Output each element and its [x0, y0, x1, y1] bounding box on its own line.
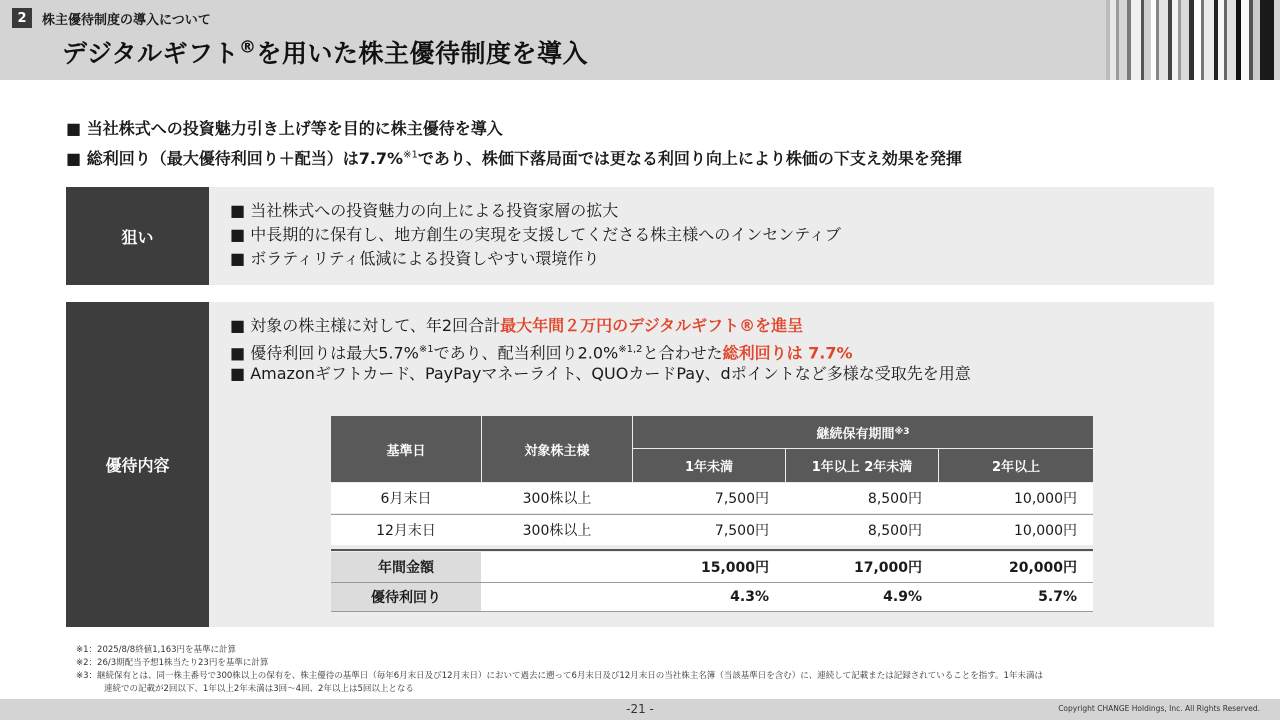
- footnote-3-cont: 連続での記載が2回以下、1年以上2年未満は3回～4回、2年以上は5回以上となる: [104, 684, 414, 694]
- benefit-item-3: ■ Amazonギフトカード、PayPayマネーライト、QUOカードPay、dポイントなど多様な受取先を用意: [230, 364, 971, 383]
- yield-value: 4.9%: [883, 589, 922, 605]
- row-value: 10,000円: [1014, 491, 1077, 507]
- benefit-item-2: ■ 優待利回りは最大5.7%$^{※1}$であり、配当利回り2.0%$^{※1,2}$と合わせた総利回りは 7.7%: [230, 343, 853, 363]
- row-target: 300株以上: [522, 491, 592, 507]
- row-value: 7,500円: [714, 491, 769, 507]
- benefit-items: [230, 314, 971, 386]
- th-period-col-3: 2年以上: [939, 449, 1093, 482]
- title-main: デジタルギフト: [62, 39, 240, 68]
- aim-item: ■ ボラティリティ低減による投資しやすい環境作り: [230, 249, 600, 268]
- aim-item: ■ 当社株式への投資魅力の向上による投資家層の拡大: [230, 201, 619, 220]
- annual-label: 年間金額: [378, 560, 434, 576]
- row-value: 8,500円: [867, 523, 922, 539]
- yield-value: 4.3%: [730, 589, 769, 605]
- footnote-2: ※2：26/3期配当予想1株当たり23円を基準に計算: [76, 658, 269, 668]
- row-target: 300株以上: [522, 523, 592, 539]
- benefit-label: 優待内容: [66, 302, 209, 627]
- row-date: 12月末日: [376, 523, 436, 539]
- section-label: 株主優待制度の導入について: [42, 13, 211, 28]
- footnote-1: ※1：2025/8/8終値1,163円を基準に計算: [76, 645, 237, 655]
- th-period: 継続保有期間 ※3: [633, 416, 1093, 448]
- footnote-3: ※3：継続保有とは、同一株主番号で300株以上の保有を、株主優待の基準日（毎年6月末日及び12月末日）において過去に遡って6月末日及び12月末日の当社株主名簿（当該基準日を含む）に、連続して記載または記録されていることを指す。1年未満は: [76, 671, 1043, 681]
- aim-item: ■ 中長期的に保有し、地方創生の実現を支援してくださる株主様へのインセンティブ: [230, 225, 841, 244]
- page-title: [62, 34, 588, 70]
- page-number: -21 -: [626, 702, 654, 716]
- annual-value: 20,000円: [1008, 560, 1077, 576]
- header-stripes-decoration: [1106, 0, 1280, 80]
- registered-mark: ®: [239, 37, 257, 58]
- row-value: 7,500円: [714, 523, 769, 539]
- row-value: 8,500円: [867, 491, 922, 507]
- annual-value: 15,000円: [700, 560, 769, 576]
- row-date: 6月末日: [380, 491, 432, 507]
- row-divider: [331, 611, 1093, 612]
- aim-panel: [66, 187, 1214, 285]
- header-band: [0, 0, 1280, 80]
- annual-value: 17,000円: [853, 560, 922, 576]
- th-target: 対象株主様: [482, 416, 632, 482]
- yield-label: 優待利回り: [371, 590, 441, 606]
- th-period-col-1: 1年未満: [633, 449, 785, 482]
- aim-label: 狙い: [66, 187, 209, 285]
- lead-bullet-2: ■ 総利回り（最大優待利回り＋配当）は7.7%$^{※1}$であり、株価下落局面では更なる利回り向上により株価の下支え効果を発揮: [66, 149, 962, 168]
- benefit-item-1: ■ 対象の株主様に対して、年2回合計最大年間２万円のデジタルギフト®を進呈: [230, 316, 804, 335]
- section-number: 2: [12, 8, 32, 28]
- th-period-col-2: 1年以上 2年未満: [786, 449, 938, 482]
- lead-bullet-1: ■ 当社株式への投資魅力引き上げ等を目的に株主優待を導入: [66, 119, 503, 138]
- row-divider-strong: [331, 549, 1093, 551]
- yield-value: 5.7%: [1038, 589, 1077, 605]
- row-value: 10,000円: [1014, 523, 1077, 539]
- th-base-date: 基準日: [331, 416, 481, 482]
- aim-items: [230, 199, 841, 271]
- copyright: Copyright CHANGE Holdings, Inc. All Rights Reserved.: [1058, 704, 1260, 713]
- title-rest: を用いた株主優待制度を導入: [256, 39, 589, 68]
